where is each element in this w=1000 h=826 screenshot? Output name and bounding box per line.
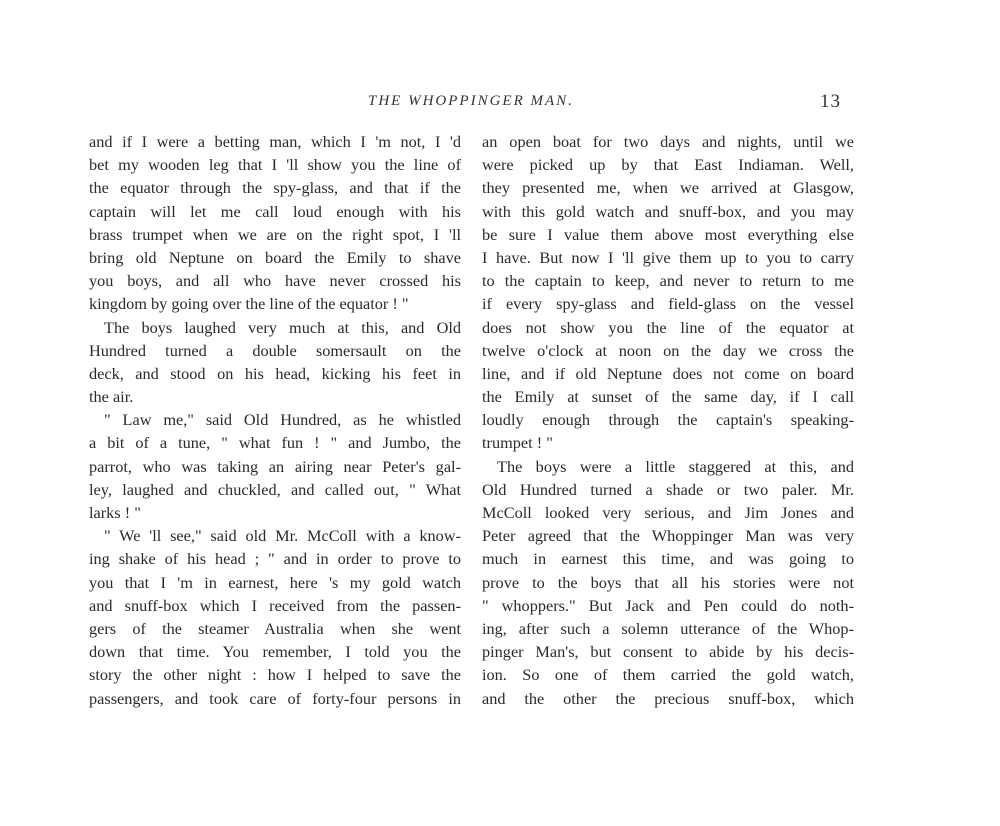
text-line: to the captain to keep, and never to return to me xyxy=(482,271,854,291)
text-line: McColl looked very serious, and Jim Jones and xyxy=(482,503,854,522)
running-head-title: THE WHOPPINGER MAN. xyxy=(368,93,574,109)
text-line: the Emily at sunset of the same day, if I call xyxy=(482,387,854,407)
text-line: an open boat for two days and nights, until we xyxy=(482,132,854,151)
text-line: you boys, and all who have never crossed his xyxy=(89,271,461,291)
text-line: parrot, who was taking an airing near Peter's gal- xyxy=(89,456,461,476)
left-column xyxy=(89,130,461,710)
page-number: 13 xyxy=(820,91,841,112)
right-column xyxy=(482,130,854,710)
text-line: ion. So one of them carried the gold watch, xyxy=(482,665,854,685)
text-line: Old Hundred turned a shade or two paler. Mr. xyxy=(482,479,854,499)
text-line: ing, after such a solemn utterance of the Whop- xyxy=(482,618,854,638)
text-line: the air. xyxy=(89,387,134,407)
text-line: Hundred turned a double somersault on the xyxy=(89,340,461,360)
text-line: twelve o'clock at noon on the day we cross the xyxy=(482,340,854,360)
text-line: bet my wooden leg that I 'll show you the line of xyxy=(89,155,461,175)
text-line: down that time. You remember, I told you the xyxy=(89,642,461,662)
text-line: and snuff-box which I received from the passen- xyxy=(89,595,461,615)
text-line: much in earnest this time, and was going to xyxy=(482,549,854,569)
text-line: you that I 'm in earnest, here 's my gold watch xyxy=(89,572,461,592)
text-line: ing shake of his head ; " and in order to prove to xyxy=(89,549,461,569)
text-line: with this gold watch and snuff-box, and you may xyxy=(482,201,854,221)
text-line: does not show you the line of the equator at xyxy=(482,317,854,337)
text-line: bring old Neptune on board the Emily to shave xyxy=(89,247,461,267)
text-line: pinger Man's, but consent to abide by his decis- xyxy=(482,642,854,662)
text-line: if every spy-glass and field-glass on the vessel xyxy=(482,294,854,314)
text-line: story the other night : how I helped to save the xyxy=(89,665,461,685)
text-line: The boys were a little staggered at this, and xyxy=(497,456,854,476)
text-line: the equator through the spy-glass, and that if the xyxy=(89,178,461,198)
text-line: gers of the steamer Australia when she went xyxy=(89,618,461,638)
text-line: a bit of a tune, " what fun ! " and Jumbo, the xyxy=(89,433,461,453)
text-line: line, and if old Neptune does not come on board xyxy=(482,363,854,383)
text-line: captain will let me call loud enough with his xyxy=(89,201,461,221)
text-line: Peter agreed that the Whoppinger Man was very xyxy=(482,526,854,546)
text-line: they presented me, when we arrived at Glasgow, xyxy=(482,178,854,198)
text-line: kingdom by going over the line of the equator ! " xyxy=(89,294,409,314)
text-line: be sure I value them above most everything else xyxy=(482,224,854,244)
text-line: passengers, and took care of forty-four persons in xyxy=(89,688,461,708)
text-line: larks ! " xyxy=(89,503,141,522)
text-line: were picked up by that East Indiaman. Well, xyxy=(482,155,854,175)
text-line: The boys laughed very much at this, and Old xyxy=(104,317,461,337)
text-line: " Law me," said Old Hundred, as he whistled xyxy=(104,410,461,430)
text-line: and if I were a betting man, which I 'm not, I 'd xyxy=(89,132,461,151)
text-line: loudly enough through the captain's speaking- xyxy=(482,410,854,430)
text-line: " We 'll see," said old Mr. McColl with a know- xyxy=(104,526,461,546)
text-line: and the other the precious snuff-box, which xyxy=(482,688,854,708)
text-line: deck, and stood on his head, kicking his feet in xyxy=(89,363,461,383)
text-line: prove to the boys that all his stories were not xyxy=(482,572,854,592)
text-line: brass trumpet when we are on the right spot, I 'll xyxy=(89,224,461,244)
text-line: ley, laughed and chuckled, and called out, " What xyxy=(89,479,461,499)
text-line: " whoppers." But Jack and Pen could do noth- xyxy=(482,595,854,615)
text-line: I have. But now I 'll give them up to you to carry xyxy=(482,247,854,267)
text-line: trumpet ! " xyxy=(482,433,553,453)
running-head xyxy=(0,88,1000,118)
